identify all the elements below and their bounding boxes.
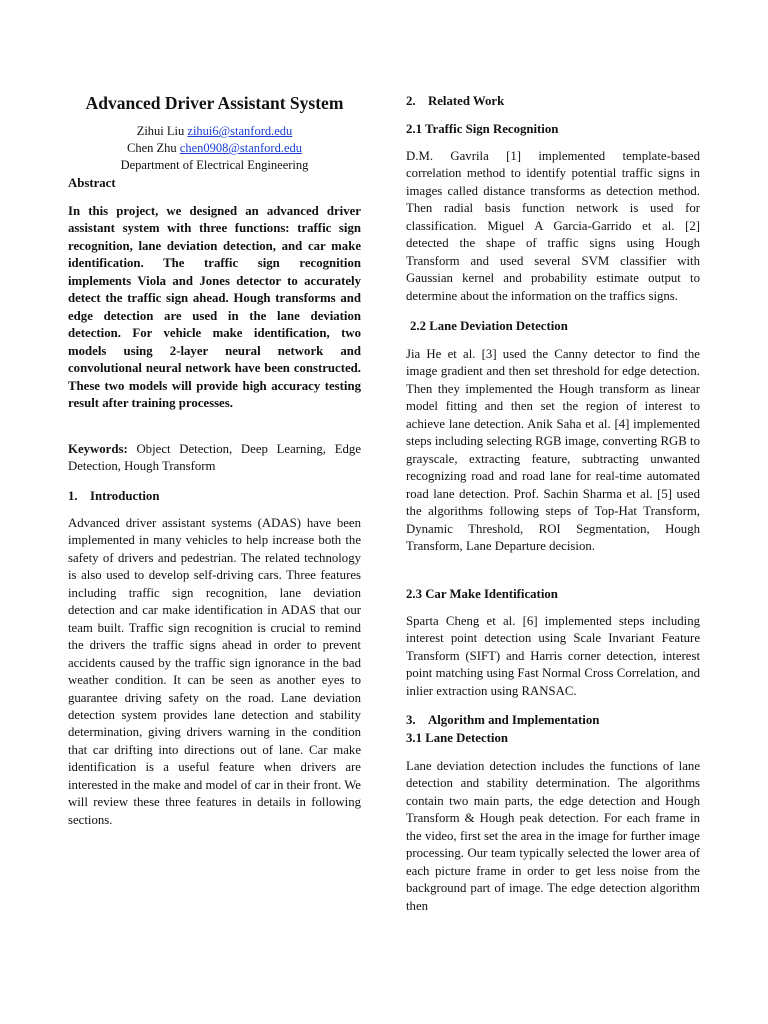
abstract-heading: Abstract — [68, 176, 116, 190]
lane-deviation-text: Jia He et al. [3] used the Canny detector to find the image gradient and then set threshold for edge detection. Then they implemented the Hough transform as linear model fitting and then set the region of interest to achieve lane detection. Anik Saha et al. [4] implemented steps including selecting RGB image, converting RGB to grayscale, extracting feature, subtracting unwanted recognizing road and road lane for real-time automated road lane detection. Prof. Sachin Sharma et al. [5] used the algorithms following steps of Top-Hat Transform, Dynamic Threshold, ROI Segmentation, Hough Transform, Lane Departure decision. — [406, 347, 700, 553]
section-heading-introduction — [68, 488, 361, 505]
lane-detection-text: Lane deviation detection includes the functions of lane detection and stability determination. The algorithms contain two main parts, the edge detection and Hough Transform & Hough peak detection. For each frame in the video, first set the area in the image for further image processing. Our team typically selected the lower area of each picture frame in order to get less noise from the background part of image. The edge detection algorithm then — [406, 759, 700, 913]
section-heading-related-work — [406, 93, 700, 110]
author-email-link[interactable]: zihui6@stanford.edu — [187, 124, 293, 138]
section-number: 2. — [406, 94, 416, 108]
keywords-text: Object Detection, Deep Learning, Edge Detection, Hough Transform — [68, 442, 361, 474]
department: Department of Electrical Engineering — [120, 158, 309, 172]
paper-title: Advanced Driver Assistant System — [85, 93, 344, 113]
section-title: Introduction — [90, 489, 160, 503]
section-title: Related Work — [428, 94, 505, 108]
author-name: Chen Zhu — [126, 141, 177, 155]
section-title: Algorithm and Implementation — [428, 713, 600, 727]
keywords-label: Keywords: — [68, 442, 128, 456]
section-number: 1. — [68, 489, 78, 503]
author-1 — [68, 123, 361, 140]
section-heading-algorithm — [406, 712, 700, 729]
subsection-heading-traffic-sign: 2.1 Traffic Sign Recognition — [406, 122, 559, 136]
author-email-link[interactable]: chen0908@stanford.edu — [179, 141, 303, 155]
author-2 — [68, 140, 361, 157]
car-make-text: Sparta Cheng et al. [6] implemented steps including interest point detection using Scale Invariant Feature Transform (SIFT) and Harris corner detection, interest point matching using Fast Normal Cross Correlation, and inlier extraction using RANSAC. — [406, 614, 700, 698]
section-number: 3. — [406, 713, 416, 727]
abstract-text: In this project, we designed an advanced driver assistant system with three functions: traffic sign recognition, lane deviation detection, and car make identification. The traffic sign recognition implements Viola and Jones detector to accurately detect the traffic sign ahead. Hough transforms and edge detection are used in the lane deviation detection. For vehicle make identification, two models using 2-layer neural network and convolutional neural network have been constructed. These two models will provide high accuracy testing result after training processes. — [68, 204, 361, 410]
introduction-text: Advanced driver assistant systems (ADAS) have been implemented in many vehicles to help increase both the safety of drivers and pedestrian. The related technology is also used to develop self-driving cars. Three features including traffic sign recognition, lane deviation detection and car make identification in ADAS that our team built. Traffic sign recognition is crucial to remind the drivers the traffic signs ahead in order to prevent accidents caused by the traffic sign ignorance in the bad weather condition. It can be seen as another eyes to guarantee driving safety on the road. Lane deviation detection system provides lane detection and stability determination, giving drivers warning in the condition that car drifting into directions out of lane. Car make identification is a useful feature when drivers are interested in the make and model of car in their front. We will review these three features in details in following sections. — [68, 516, 361, 827]
subsection-heading-lane-deviation: 2.2 Lane Deviation Detection — [410, 319, 568, 333]
keywords — [68, 441, 361, 476]
author-name: Zihui Liu — [136, 124, 185, 138]
subsection-heading-lane-detection: 3.1 Lane Detection — [406, 731, 509, 745]
traffic-sign-text: D.M. Gavrila [1] implemented template-based correlation method to identify potential traffic signs in images called distance transforms as detection method. Then radial basis function network is used for classification. Miguel A Garcia-Garrido et al. [2] detected the shape of traffic signs using Hough Transform and used several SVM classifier with Gaussian kernel and probability estimate output to determine about the information on the traffics signs. — [406, 149, 700, 303]
subsection-heading-car-make: 2.3 Car Make Identification — [406, 587, 558, 601]
